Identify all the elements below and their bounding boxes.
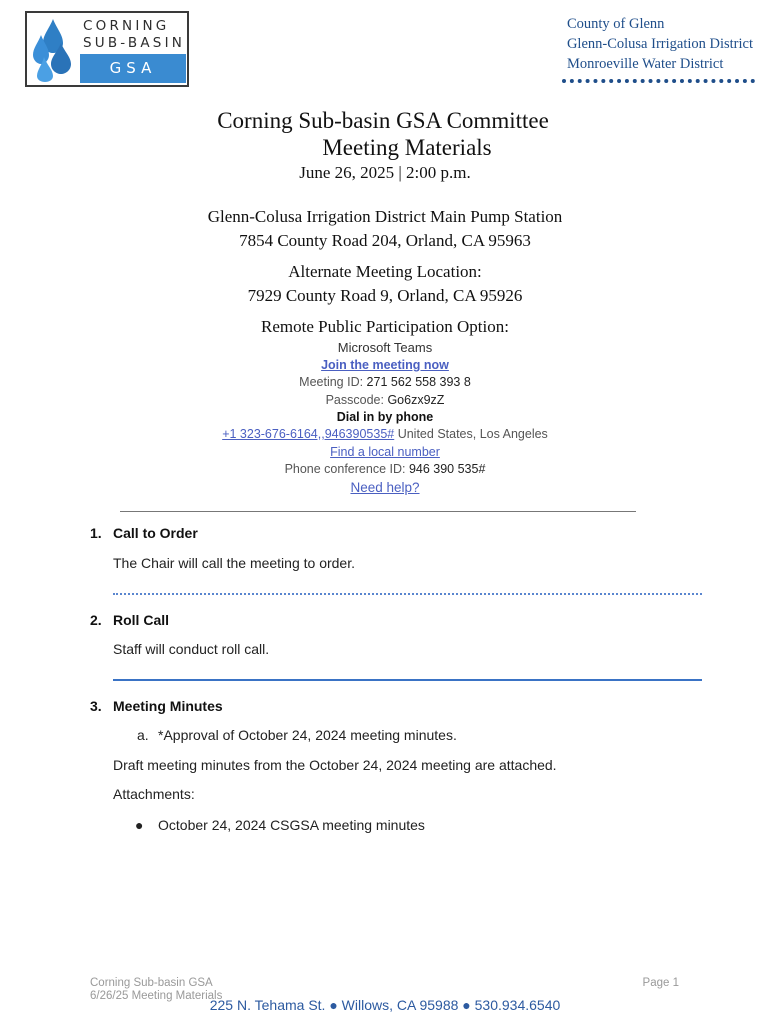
- bullet-icon: ●: [135, 817, 144, 833]
- agenda-item-title: Meeting Minutes: [113, 698, 223, 714]
- page-subtitle: Meeting Materials: [322, 135, 492, 160]
- subitem-marker: a.: [137, 727, 149, 743]
- logo-text-subbasin: SUB-BASIN: [83, 35, 186, 51]
- subitem-text: *Approval of October 24, 2024 meeting minutes.: [158, 727, 457, 743]
- agenda-item-body: Staff will conduct roll call.: [113, 641, 270, 657]
- footer-doc-date: 6/26/25 Meeting Materials: [90, 990, 223, 1002]
- agency-county: County of Glenn: [566, 16, 665, 32]
- gsa-logo: [25, 11, 189, 87]
- agency-divider: [562, 79, 755, 83]
- alternate-location-address: 7929 County Road 9, Orland, CA 95926: [247, 286, 523, 305]
- agency-monroeville: Monroeville Water District: [566, 56, 724, 72]
- agenda-item-body: The Chair will call the meeting to order.: [113, 555, 355, 571]
- phone-number-link[interactable]: +1 323-676-6164,,946390535#: [222, 427, 395, 441]
- meeting-date-time: June 26, 2025 | 2:00 p.m.: [299, 163, 471, 182]
- agenda-subitem: [137, 727, 457, 743]
- attachments-label: Attachments:: [113, 786, 195, 802]
- agenda-item-number: 1.: [90, 525, 102, 541]
- agenda-item-body: Draft meeting minutes from the October 24, 2024 meeting are attached.: [113, 757, 557, 773]
- passcode-label: Passcode:: [325, 393, 388, 407]
- agenda-item-number: 2.: [90, 612, 102, 628]
- meeting-id: [0, 375, 770, 389]
- passcode: [0, 393, 770, 407]
- agenda-item-meeting-minutes: [90, 698, 223, 714]
- dial-in-label: Dial in by phone: [336, 410, 434, 424]
- local-number-row: [0, 445, 770, 459]
- agenda-divider: [113, 593, 702, 595]
- page-number: Page 1: [642, 977, 679, 989]
- footer-doc-name: Corning Sub-basin GSA: [90, 977, 213, 989]
- agenda-item-title: Roll Call: [113, 612, 170, 628]
- agenda-item-number: 3.: [90, 698, 102, 714]
- remote-participation-label: Remote Public Participation Option:: [261, 317, 509, 336]
- phone-location: United States, Los Angeles: [394, 427, 548, 441]
- help-row: [0, 480, 770, 495]
- agenda-item-roll-call: [90, 612, 169, 628]
- agenda-item-title: Call to Order: [113, 525, 198, 541]
- attachment-item: [135, 817, 425, 833]
- alternate-location-label: Alternate Meeting Location:: [288, 262, 482, 281]
- need-help-link[interactable]: Need help?: [350, 480, 420, 495]
- footer-address: 225 N. Tehama St. ● Willows, CA 95988 ● 530.934.6540: [209, 997, 561, 1013]
- page-title: Corning Sub-basin GSA Committee: [217, 108, 549, 133]
- agency-gcid: Glenn-Colusa Irrigation District: [566, 36, 753, 52]
- meeting-location-name: Glenn-Colusa Irrigation District Main Pump Station: [207, 207, 563, 226]
- logo-gsa-badge: GSA: [80, 54, 186, 83]
- agenda-divider: [113, 679, 702, 681]
- attachment-text: October 24, 2024 CSGSA meeting minutes: [158, 817, 425, 833]
- meeting-location-address: 7854 County Road 204, Orland, CA 95963: [239, 231, 531, 250]
- dial-in-phone: [0, 427, 770, 441]
- conference-id-value: 946 390 535#: [408, 462, 486, 476]
- conference-id: [0, 462, 770, 476]
- agency-list: [567, 14, 753, 74]
- teams-platform: Microsoft Teams: [337, 340, 433, 355]
- meeting-id-label: Meeting ID:: [299, 375, 367, 389]
- passcode-value: Go6zx9zZ: [387, 393, 445, 407]
- agenda-item-call-to-order: [90, 525, 198, 541]
- find-local-number-link[interactable]: Find a local number: [330, 445, 440, 459]
- logo-text-corning: CORNING: [83, 18, 170, 34]
- conference-id-label: Phone conference ID:: [284, 462, 409, 476]
- section-divider: [120, 511, 636, 512]
- join-meeting-link[interactable]: Join the meeting now: [321, 358, 449, 372]
- water-drops-icon: [31, 17, 75, 83]
- meeting-id-value: 271 562 558 393 8: [366, 375, 471, 389]
